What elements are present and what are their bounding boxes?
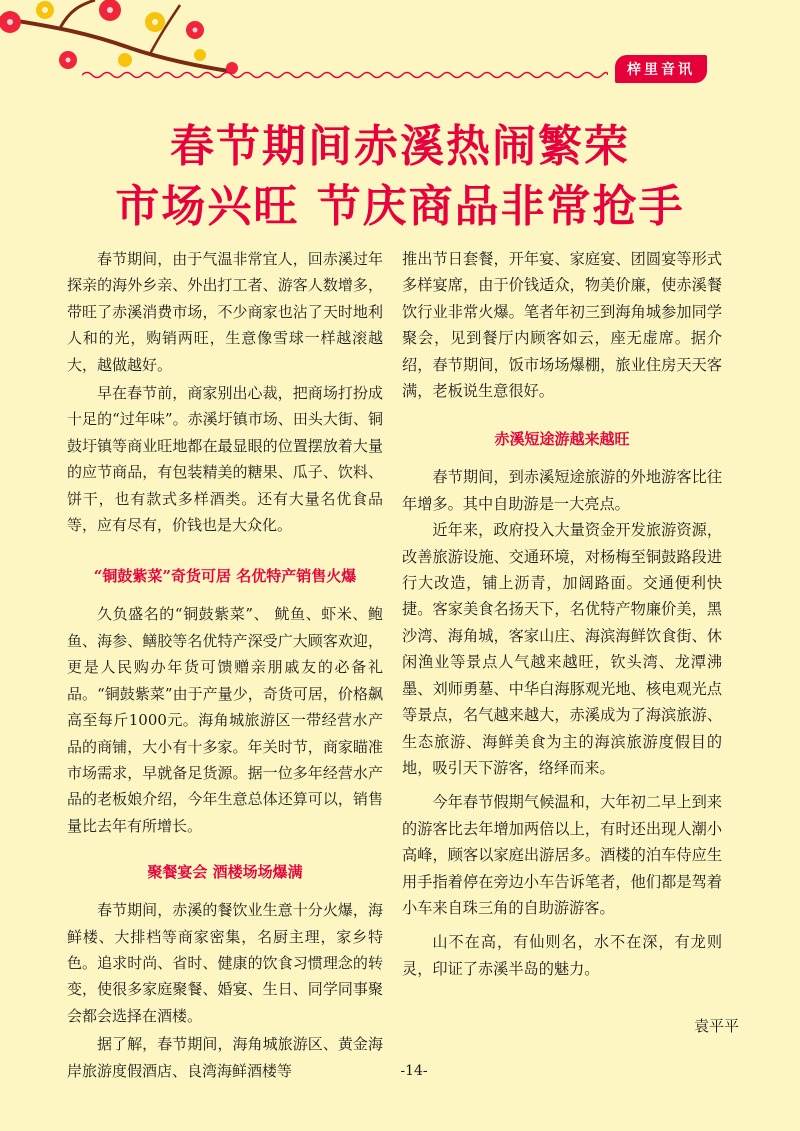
author-name: 袁平平 [694,1017,740,1035]
paragraph: 今年春节假期气候温和，大年初二早上到来的游客比去年增加两倍以上，有时还出现人潮小高峰，顾客以家庭出游居多。酒楼的泊车侍应生用手指着停在旁边小车告诉笔者，他们都是驾着小车来自珠三角的自助游游客。 [402,793,722,917]
subheading: 赤溪短途游越来越旺 [494,430,630,449]
right-column [402,246,722,982]
paragraph: 早在春节前，商家别出心裁，把商场打扮成十足的“过年味”。赤溪圩镇市场、田头大街、铜鼓圩镇等商业旺地都在最显眼的位置摆放着大量的应节商品，有包装精美的糖果、瓜子、饮料、饼干，也有款式多样酒类。还有大量名优食品等，应有尽有，价钱也是大众化。 [67,384,383,535]
paragraph: 推出节日套餐，开年宴、家庭宴、团圆宴等形式多样宴席，由于价钱适众，物美价廉，使赤溪餐饮行业非常火爆。笔者年初三到海角城参加同学聚会，见到餐厅内顾客如云，座无虚席。据介绍，春节期间，饭市场场爆棚，旅业住房天天客满，老板说生意很好。 [402,250,722,401]
subheading: “铜鼓紫菜”奇货可居 名优特产销售火爆 [93,567,357,586]
header-wave-divider [82,70,608,80]
headline-line-1: 春节期间赤溪热闹繁荣 [170,121,630,172]
paragraph: 春节期间，赤溪的餐饮业生意十分火爆，海鲜楼、大排档等商家密集，名厨主理，家乡特色。追求时尚、省时、健康的饮食习惯理念的转变，使很多家庭聚餐、婚宴、生日、同学同事聚会都会选择在酒楼。 [67,901,383,1025]
left-column [67,246,383,1084]
paragraph: 近年来，政府投入大量资金开发旅游资源，改善旅游设施、交通环境，对杨梅至铜鼓路段进行大改造，铺上沥青，加阔路面。交通便利快捷。客家美食名扬天下，名优特产物廉价美，黑沙湾、海角城，客家山庄、海滨海鲜饮食街、休闲渔业等景点人气越来越旺，钦头湾、龙潭沸墨、刘师勇墓、中华白海豚观光地、核电观光点等景点，名气越来越大，赤溪成为了海滨旅游、生态旅游、海鲜美食为主的海滨旅游度假目的地，吸引天下游客，络绎而来。 [402,521,722,777]
headline-line-2: 市场兴旺 节庆商品非常抢手 [115,181,685,232]
paragraph: 春节期间，到赤溪短途旅游的外地游客比往年增多。其中自助游是一大亮点。 [402,468,722,513]
paragraph: 据了解，春节期间，海角城旅游区、黄金海岸旅游度假酒店、良湾海鲜酒楼等 [67,1035,383,1080]
page-number: -14- [400,1063,428,1079]
plum-blossom-branch-icon [0,0,250,80]
paragraph: 春节期间，由于气温非常宜人，回赤溪过年探亲的海外乡亲、外出打工者、游客人数增多，带旺了赤溪消费市场，不少商家也沾了天时地利人和的光，购销两旺，生意像雪球一样越滚越大，越做越好。 [67,250,383,374]
paragraph: 山不在高，有仙则名，水不在深，有龙则灵，印证了赤溪半岛的魅力。 [402,933,722,978]
paragraph: 久负盛名的“铜鼓紫菜”、 鱿鱼、虾米、鲍鱼、海参、鳝胶等名优特产深受广大顾客欢迎，更是人民购办年货可馈赠亲朋戚友的必备礼品。“铜鼓紫菜”由于产量少，奇货可居，价格飙高至每斤1000元。海角城旅游区一带经营水产品的商铺，大小有十多家。年关时节，商家瞄准市场需求，早就备足货源。据一位多年经营水产品的老板娘介绍，今年生意总体还算可以，销售量比去年有所增长。 [67,605,383,835]
section-tag: 梓里音讯 [615,55,707,83]
subheading: 聚餐宴会 酒楼场场爆满 [147,863,303,882]
